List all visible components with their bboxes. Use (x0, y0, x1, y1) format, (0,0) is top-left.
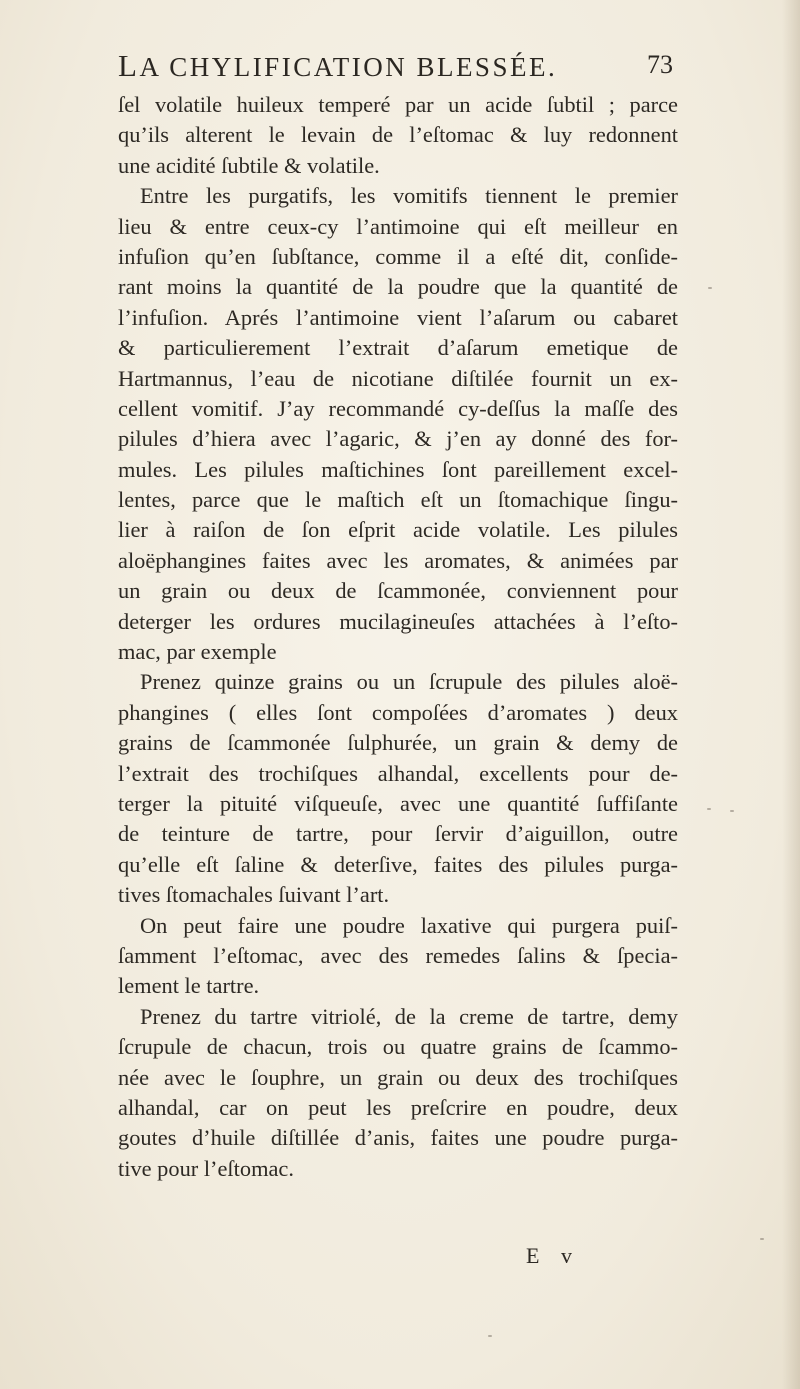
text-line: mac, par exemple (118, 639, 277, 665)
text-line: & particulierement l’extrait d’aſarum emetique de (118, 335, 678, 361)
text-line: une acidité ſubtile & volatile. (118, 152, 380, 178)
paper-speck (707, 808, 711, 810)
text-line: un grain ou deux de ſcammonée, conviennent pour (118, 578, 678, 604)
text-line: Entre les purgatifs, les vomitifs tiennent le premier (140, 183, 678, 209)
text-line: rant moins la quantité de la poudre que la quantité de (118, 274, 678, 300)
text-line: goutes d’huile diſtillée d’anis, faites une poudre purga- (118, 1125, 678, 1151)
text-line: qu’ils alterent le levain de l’eſtomac & luy redonnent (118, 122, 678, 148)
text-line: cellent vomitif. J’ay recommandé cy-deſſus la maſſe des (118, 395, 678, 421)
text-line: qu’elle eſt ſaline & deterſive, faites des pilules purga- (118, 851, 678, 877)
text-line: lentes, parce que le maſtich eſt un ſtomachique ſingu- (118, 487, 678, 513)
text-line: Prenez quinze grains ou un ſcrupule des pilules aloë- (140, 669, 678, 695)
text-line: infuſion qu’en ſubſtance, comme il a eſté dit, conſide- (118, 243, 678, 269)
text-line: ſel volatile huileux temperé par un acide ſubtil ; parce (118, 92, 678, 117)
text-line: ſamment l’eſtomac, avec des remedes ſalins & ſpecia- (118, 942, 678, 968)
text-line: lier à raiſon de ſon eſprit acide volatile. Les pilules (118, 517, 678, 543)
paper-speck (708, 287, 712, 289)
running-head-text: A CHYLIFICATION BLESSÉE. (139, 52, 558, 82)
text-line: l’extrait des trochiſques alhandal, excellents pour de- (118, 760, 678, 786)
text-line: On peut faire une poudre laxative qui purgera puiſ- (140, 912, 678, 938)
paper-speck (730, 810, 734, 812)
text-line: phangines ( elles ſont compoſées d’aromates ) deux (118, 699, 678, 725)
page-header (118, 48, 673, 88)
catchword: E v (526, 1243, 580, 1268)
page-number: 73 (647, 50, 673, 79)
text-line: grains de ſcammonée ſulphurée, un grain & demy de (118, 730, 678, 756)
text-line: terger la pituité viſqueuſe, avec une quantité ſuffiſante (118, 790, 678, 816)
paper-speck (760, 1238, 764, 1240)
text-line: l’infuſion. Aprés l’antimoine vient l’aſarum ou cabaret (118, 304, 678, 330)
running-head-initial: L (118, 48, 140, 83)
text-line: Hartmannus, l’eau de nicotiane diſtilée fournit un ex- (118, 365, 678, 391)
body-text (118, 90, 678, 1184)
running-head (118, 48, 557, 84)
text-line: deterger les ordures mucilagineuſes attachées à l’eſto- (118, 608, 678, 634)
paper-speck (488, 1335, 492, 1337)
text-line: de teinture de tartre, pour ſervir d’aiguillon, outre (118, 821, 678, 847)
text-line: mules. Les pilules maſtichines ſont pareillement excel- (118, 456, 678, 482)
text-line: lieu & entre ceux-cy l’antimoine qui eſt meilleur en (118, 213, 678, 239)
text-line: tives ſtomachales ſuivant l’art. (118, 882, 390, 908)
text-line: alhandal, car on peut les preſcrire en poudre, deux (118, 1094, 678, 1120)
text-line: née avec le ſouphre, un grain ou deux des trochiſques (118, 1064, 678, 1090)
text-line: pilules d’hiera avec l’agaric, & j’en ay donné des for- (118, 426, 678, 452)
text-line: lement le tartre. (118, 973, 260, 999)
text-line: ſcrupule de chacun, trois ou quatre grains de ſcammo- (118, 1034, 678, 1060)
page-edge-shadow (782, 0, 800, 1389)
text-line: tive pour l’eſtomac. (118, 1155, 294, 1181)
text-line: Prenez du tartre vitriolé, de la creme de tartre, demy (140, 1003, 678, 1029)
text-line: aloëphangines faites avec les aromates, & animées par (118, 547, 678, 573)
